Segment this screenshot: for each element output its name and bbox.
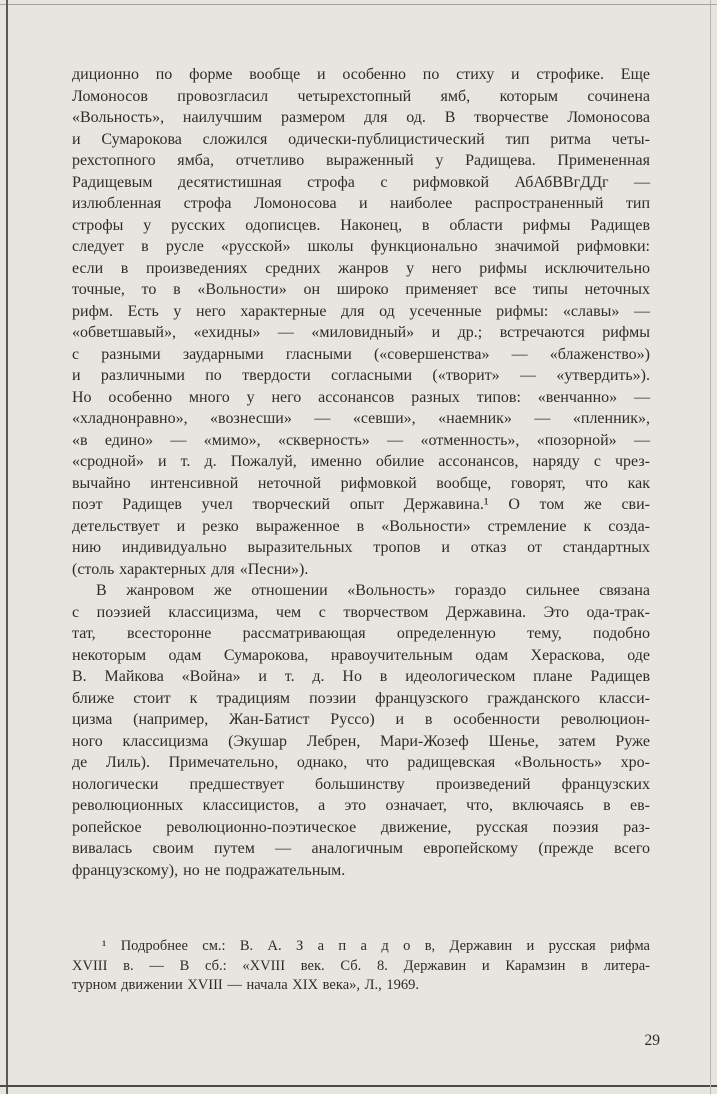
text-line: детельствует и резко выраженное в «Вольности» стремление к созда- <box>72 517 650 535</box>
text-line: вычайно интенсивной неточной рифмовкой вообще, говорят, что как <box>72 474 650 492</box>
text-line: «Вольность», наилучшим размером для од. В творчестве Ломоносова <box>72 109 650 126</box>
text-line: «обветшавый», «ехидны» — «миловидный» и др.; встречаются рифмы <box>72 324 650 341</box>
text-line: и Сумарокова сложился одически-публицистический тип ритма четы- <box>72 130 650 148</box>
text-line: ближе стоит к традициям поэзии французского гражданского класси- <box>72 689 650 707</box>
text-line: рифм. Есть у него характерные для од усеченные рифмы: «славы» — <box>72 302 650 320</box>
text-line: излюбленная строфа Ломоносова и наиболее распространенный тип <box>72 195 650 212</box>
text-line: нологически предшествует большинству произведений французских <box>72 775 650 793</box>
text-line: Но особенно много у него ассонансов разных типов: «венчанно» — <box>72 388 650 406</box>
text-line: Радищевым десятистишная строфа с рифмовкой АбАбВВгДДг — <box>72 173 650 191</box>
paragraph <box>72 64 650 580</box>
text-line: В. Майкова «Война» и т. д. Но в идеологическом плане Радищев <box>72 668 650 685</box>
text-line: де Лиль). Примечательно, однако, что радищевская «Вольность» хро- <box>72 754 650 771</box>
text-line: следует в русле «русской» школы функционально значимой рифмовки: <box>72 238 650 255</box>
paragraph <box>72 580 650 881</box>
text-line: (столь характерных для «Песни»). <box>72 560 309 578</box>
text-line: французскому), но не подражательным. <box>72 861 346 879</box>
text-line: с поэзией классицизма, чем с творчеством Державина. Это ода-трак- <box>72 603 650 621</box>
text-line: рехстопного ямба, отчетливо выраженный у Радищева. Примененная <box>72 152 650 169</box>
scan-edge-left <box>6 0 8 1094</box>
text-line: «сродной» и т. д. Пожалуй, именно обилие ассонансов, наряду с чрез- <box>72 453 650 470</box>
text-line: цизма (например, Жан-Батист Руссо) и в особенности революцион- <box>72 711 650 728</box>
text-line: поэт Радищев учел творческий опыт Державина.¹ О том же сви- <box>72 496 650 513</box>
text-line: «хладнонравно», «вознесши» — «севши», «наемник» — «пленник», <box>72 410 650 427</box>
text-line: если в произведениях средних жанров у него рифмы исключительно <box>72 259 650 277</box>
footnote-line: XVIII в. — В сб.: «XVIII век. Сб. 8. Державин и Карамзин в литера- <box>72 957 650 974</box>
scan-edge-top <box>0 4 717 5</box>
text-line: точные, то в «Вольности» он широко применяет все типы неточных <box>72 281 650 298</box>
footnote-line: ¹ Подробнее см.: В. А. З а п а д о в, Державин и русская рифма <box>102 938 650 954</box>
text-line: В жанровом же отношении «Вольность» гораздо сильнее связана <box>96 582 650 599</box>
text-line: тат, всесторонне рассматривающая определенную тему, подобно <box>72 625 650 642</box>
scan-edge-right <box>710 0 711 1094</box>
text-block <box>72 64 650 996</box>
scan-edge-bottom <box>0 1085 717 1087</box>
text-line: с разными заударными гласными («совершенства» — «блаженство») <box>72 345 650 363</box>
text-line: некоторым одам Сумарокова, нравоучительным одам Хераскова, оде <box>72 646 650 664</box>
page-number: 29 <box>644 1032 660 1049</box>
text-line: диционно по форме вообще и особенно по стиху и строфике. Еще <box>72 66 650 83</box>
footnote-line: турном движении XVIII — начала XIX века», Л., 1969. <box>72 977 419 993</box>
text-line: нию индивидуально выразительных тропов и отказ от стандартных <box>72 539 650 556</box>
footnote <box>72 937 650 996</box>
text-line: ропейское революционно-поэтическое движение, русская поэзия раз- <box>72 818 650 836</box>
text-line: Ломоносов провозгласил четырехстопный ямб, которым сочинена <box>72 87 650 105</box>
text-line: революционных классицистов, а это означает, что, включаясь в ев- <box>72 797 650 814</box>
text-line: ного классицизма (Экушар Лебрен, Мари-Жозеф Шенье, затем Руже <box>72 732 650 750</box>
text-line: и различными по твердости согласными («творит» — «утвердить»). <box>72 367 650 384</box>
text-line: строфы у русских одописцев. Наконец, в области рифмы Радищев <box>72 216 650 234</box>
text-line: вивалась своим путем — аналогичным европейскому (прежде всего <box>72 840 650 857</box>
text-line: «в едино» — «мимо», «скверность» — «отменность», «позорной» — <box>72 431 650 449</box>
